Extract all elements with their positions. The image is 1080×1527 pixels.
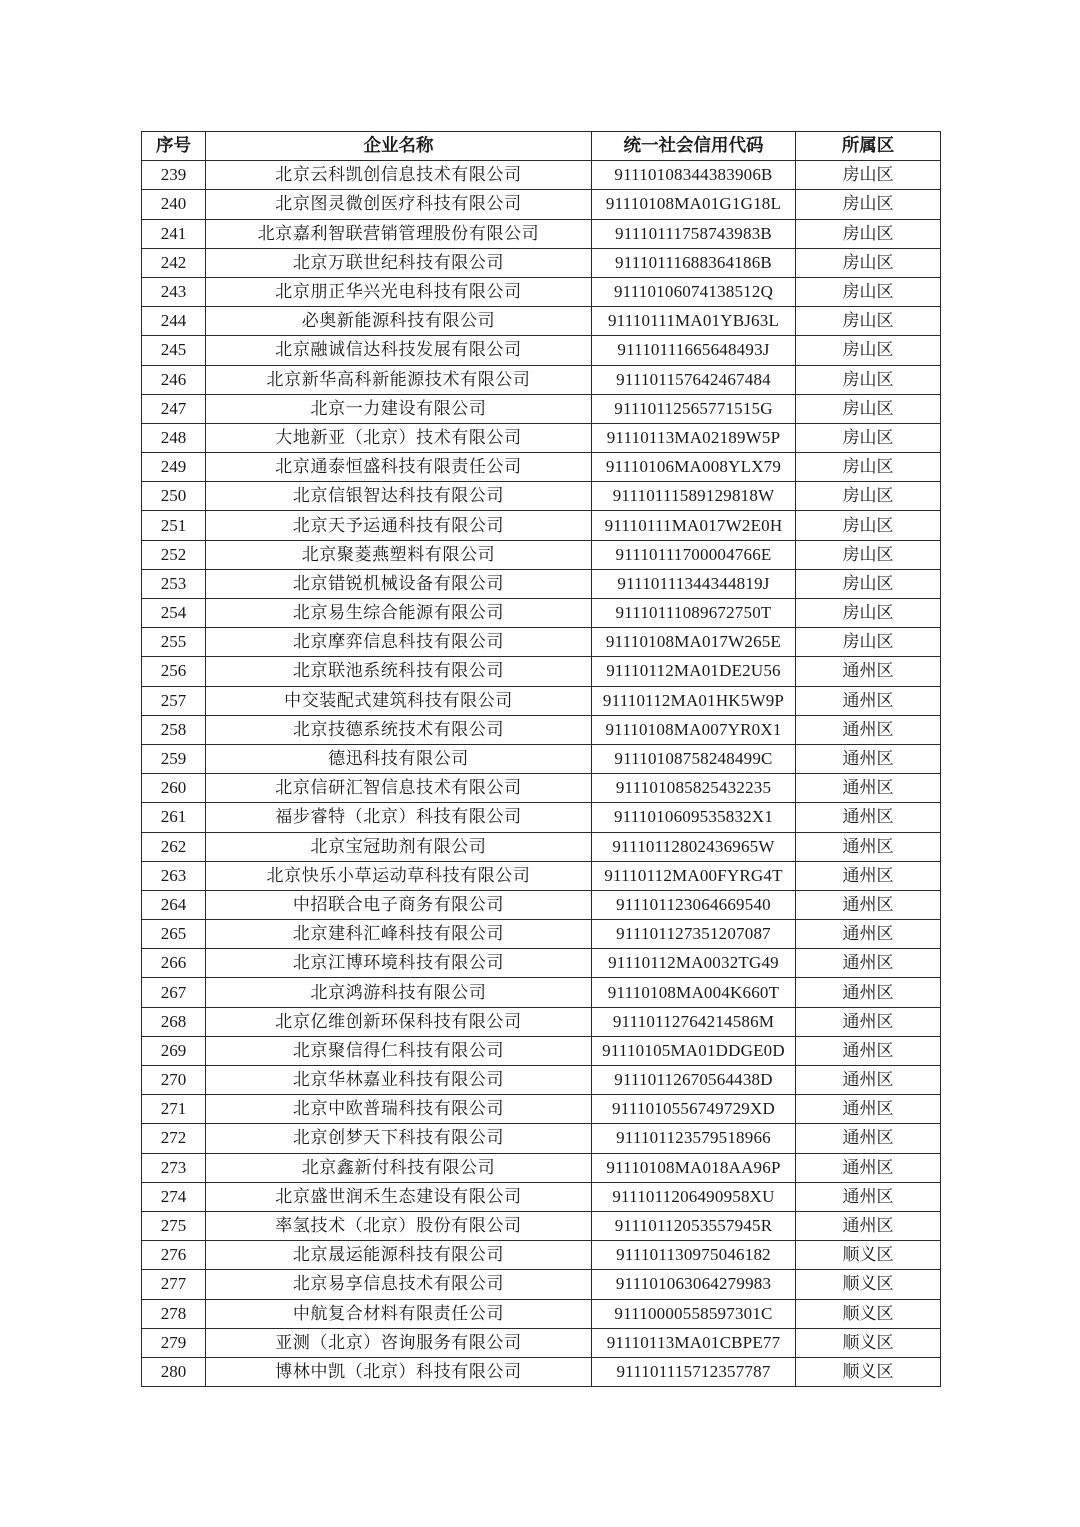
row-no-cell: 272 xyxy=(142,1124,206,1153)
table-row xyxy=(142,277,941,306)
row-name-cell: 北京信银智达科技有限公司 xyxy=(206,482,592,511)
row-name-cell: 中航复合材料有限责任公司 xyxy=(206,1299,592,1328)
row-no-cell: 275 xyxy=(142,1211,206,1240)
row-code-cell: 91110113MA02189W5P xyxy=(592,423,796,452)
row-no-cell: 255 xyxy=(142,628,206,657)
table-row xyxy=(142,861,941,890)
row-district-cell: 通州区 xyxy=(796,1095,941,1124)
row-district-cell: 通州区 xyxy=(796,1211,941,1240)
row-district-cell: 通州区 xyxy=(796,744,941,773)
row-district-cell: 房山区 xyxy=(796,277,941,306)
row-name-cell: 中交装配式建筑科技有限公司 xyxy=(206,686,592,715)
row-code-cell: 9111010556749729XD xyxy=(592,1095,796,1124)
row-no-cell: 246 xyxy=(142,365,206,394)
row-code-cell: 911101127351207087 xyxy=(592,920,796,949)
table-row xyxy=(142,365,941,394)
row-no-cell: 274 xyxy=(142,1182,206,1211)
row-name-cell: 福步睿特（北京）科技有限公司 xyxy=(206,803,592,832)
row-code-cell: 91110113MA01CBPE77 xyxy=(592,1328,796,1357)
row-district-cell: 房山区 xyxy=(796,336,941,365)
table-row xyxy=(142,1357,941,1386)
table-row xyxy=(142,1299,941,1328)
row-code-cell: 911101157642467484 xyxy=(592,365,796,394)
row-no-cell: 252 xyxy=(142,540,206,569)
table-row xyxy=(142,161,941,190)
row-code-cell: 91110112MA00FYRG4T xyxy=(592,861,796,890)
row-no-cell: 262 xyxy=(142,832,206,861)
row-district-cell: 通州区 xyxy=(796,890,941,919)
row-no-cell: 267 xyxy=(142,978,206,1007)
row-district-cell: 房山区 xyxy=(796,307,941,336)
row-code-cell: 91110111758743983B xyxy=(592,219,796,248)
row-no-cell: 245 xyxy=(142,336,206,365)
row-no-cell: 254 xyxy=(142,599,206,628)
row-district-cell: 通州区 xyxy=(796,1182,941,1211)
table-row xyxy=(142,190,941,219)
row-district-cell: 房山区 xyxy=(796,248,941,277)
row-code-cell: 91110112MA0032TG49 xyxy=(592,949,796,978)
row-no-cell: 244 xyxy=(142,307,206,336)
row-no-cell: 271 xyxy=(142,1095,206,1124)
row-name-cell: 德迅科技有限公司 xyxy=(206,744,592,773)
row-name-cell: 北京鑫新付科技有限公司 xyxy=(206,1153,592,1182)
table-header-row xyxy=(142,132,941,161)
row-district-cell: 通州区 xyxy=(796,686,941,715)
row-name-cell: 北京聚菱燕塑料有限公司 xyxy=(206,540,592,569)
row-name-cell: 北京摩弈信息科技有限公司 xyxy=(206,628,592,657)
row-name-cell: 率氢技术（北京）股份有限公司 xyxy=(206,1211,592,1240)
table-row xyxy=(142,1124,941,1153)
row-code-cell: 91110111589129818W xyxy=(592,482,796,511)
row-district-cell: 通州区 xyxy=(796,949,941,978)
row-district-cell: 通州区 xyxy=(796,832,941,861)
row-name-cell: 北京亿维创新环保科技有限公司 xyxy=(206,1007,592,1036)
row-code-cell: 91110111MA017W2E0H xyxy=(592,511,796,540)
table-row xyxy=(142,1153,941,1182)
row-name-cell: 中招联合电子商务有限公司 xyxy=(206,890,592,919)
row-district-cell: 房山区 xyxy=(796,482,941,511)
header-no: 序号 xyxy=(142,132,206,161)
row-name-cell: 北京通泰恒盛科技有限责任公司 xyxy=(206,453,592,482)
row-no-cell: 257 xyxy=(142,686,206,715)
row-name-cell: 北京易享信息技术有限公司 xyxy=(206,1270,592,1299)
row-no-cell: 268 xyxy=(142,1007,206,1036)
table-row xyxy=(142,686,941,715)
row-no-cell: 242 xyxy=(142,248,206,277)
table-row xyxy=(142,832,941,861)
row-name-cell: 北京天予运通科技有限公司 xyxy=(206,511,592,540)
row-name-cell: 北京中欧普瑞科技有限公司 xyxy=(206,1095,592,1124)
row-no-cell: 270 xyxy=(142,1066,206,1095)
row-name-cell: 北京融诚信达科技发展有限公司 xyxy=(206,336,592,365)
row-code-cell: 91110111MA01YBJ63L xyxy=(592,307,796,336)
header-district: 所属区 xyxy=(796,132,941,161)
row-no-cell: 269 xyxy=(142,1036,206,1065)
row-district-cell: 通州区 xyxy=(796,1007,941,1036)
row-code-cell: 911101130975046182 xyxy=(592,1241,796,1270)
row-district-cell: 通州区 xyxy=(796,774,941,803)
row-district-cell: 顺义区 xyxy=(796,1328,941,1357)
row-district-cell: 顺义区 xyxy=(796,1270,941,1299)
header-code: 统一社会信用代码 xyxy=(592,132,796,161)
row-code-cell: 91110112053557945R xyxy=(592,1211,796,1240)
row-name-cell: 大地新亚（北京）技术有限公司 xyxy=(206,423,592,452)
row-name-cell: 北京创梦天下科技有限公司 xyxy=(206,1124,592,1153)
row-no-cell: 259 xyxy=(142,744,206,773)
row-no-cell: 250 xyxy=(142,482,206,511)
table-row xyxy=(142,715,941,744)
row-district-cell: 房山区 xyxy=(796,511,941,540)
row-no-cell: 278 xyxy=(142,1299,206,1328)
table-row xyxy=(142,511,941,540)
row-no-cell: 264 xyxy=(142,890,206,919)
row-no-cell: 260 xyxy=(142,774,206,803)
row-district-cell: 房山区 xyxy=(796,599,941,628)
table-row xyxy=(142,1095,941,1124)
row-code-cell: 91110111688364186B xyxy=(592,248,796,277)
row-no-cell: 279 xyxy=(142,1328,206,1357)
row-code-cell: 911101063064279983 xyxy=(592,1270,796,1299)
row-district-cell: 通州区 xyxy=(796,715,941,744)
row-name-cell: 北京信研汇智信息技术有限公司 xyxy=(206,774,592,803)
row-no-cell: 276 xyxy=(142,1241,206,1270)
table-row xyxy=(142,1270,941,1299)
enterprise-table xyxy=(141,131,941,1387)
row-code-cell: 91110111089672750T xyxy=(592,599,796,628)
row-district-cell: 通州区 xyxy=(796,1066,941,1095)
row-code-cell: 91110108MA004K660T xyxy=(592,978,796,1007)
table-body xyxy=(142,161,941,1387)
row-code-cell: 91110000558597301C xyxy=(592,1299,796,1328)
table-row xyxy=(142,1007,941,1036)
row-no-cell: 280 xyxy=(142,1357,206,1386)
table-row xyxy=(142,657,941,686)
table-row xyxy=(142,978,941,1007)
table-row xyxy=(142,569,941,598)
table-row xyxy=(142,1241,941,1270)
table-row xyxy=(142,219,941,248)
row-district-cell: 房山区 xyxy=(796,540,941,569)
row-district-cell: 房山区 xyxy=(796,628,941,657)
row-district-cell: 通州区 xyxy=(796,657,941,686)
row-name-cell: 北京联池系统科技有限公司 xyxy=(206,657,592,686)
row-district-cell: 顺义区 xyxy=(796,1241,941,1270)
table-row xyxy=(142,803,941,832)
header-name: 企业名称 xyxy=(206,132,592,161)
table-row xyxy=(142,1036,941,1065)
row-name-cell: 北京万联世纪科技有限公司 xyxy=(206,248,592,277)
row-code-cell: 91110112670564438D xyxy=(592,1066,796,1095)
table-row xyxy=(142,920,941,949)
row-district-cell: 房山区 xyxy=(796,394,941,423)
row-no-cell: 241 xyxy=(142,219,206,248)
row-name-cell: 北京新华高科新能源技术有限公司 xyxy=(206,365,592,394)
row-district-cell: 通州区 xyxy=(796,978,941,1007)
row-name-cell: 北京聚信得仁科技有限公司 xyxy=(206,1036,592,1065)
row-code-cell: 91110106MA008YLX79 xyxy=(592,453,796,482)
row-name-cell: 博林中凯（北京）科技有限公司 xyxy=(206,1357,592,1386)
row-district-cell: 顺义区 xyxy=(796,1357,941,1386)
row-name-cell: 北京鸿游科技有限公司 xyxy=(206,978,592,1007)
row-code-cell: 91110111344344819J xyxy=(592,569,796,598)
table-row xyxy=(142,628,941,657)
row-name-cell: 北京图灵微创医疗科技有限公司 xyxy=(206,190,592,219)
row-name-cell: 北京易生综合能源有限公司 xyxy=(206,599,592,628)
table-row xyxy=(142,1066,941,1095)
row-name-cell: 北京错锐机械设备有限公司 xyxy=(206,569,592,598)
row-code-cell: 91110108MA007YR0X1 xyxy=(592,715,796,744)
row-no-cell: 251 xyxy=(142,511,206,540)
row-district-cell: 通州区 xyxy=(796,1036,941,1065)
row-district-cell: 房山区 xyxy=(796,453,941,482)
table-row xyxy=(142,423,941,452)
row-name-cell: 必奥新能源科技有限公司 xyxy=(206,307,592,336)
row-code-cell: 91110105MA01DDGE0D xyxy=(592,1036,796,1065)
row-district-cell: 房山区 xyxy=(796,423,941,452)
row-district-cell: 通州区 xyxy=(796,1124,941,1153)
row-name-cell: 北京江博环境科技有限公司 xyxy=(206,949,592,978)
table-row xyxy=(142,540,941,569)
row-code-cell: 91110108344383906B xyxy=(592,161,796,190)
row-no-cell: 239 xyxy=(142,161,206,190)
row-name-cell: 北京技德系统技术有限公司 xyxy=(206,715,592,744)
row-district-cell: 房山区 xyxy=(796,569,941,598)
row-code-cell: 9111010609535832X1 xyxy=(592,803,796,832)
row-code-cell: 91110112MA01HK5W9P xyxy=(592,686,796,715)
row-code-cell: 91110106074138512Q xyxy=(592,277,796,306)
row-code-cell: 91110108MA018AA96P xyxy=(592,1153,796,1182)
row-no-cell: 249 xyxy=(142,453,206,482)
row-no-cell: 248 xyxy=(142,423,206,452)
row-name-cell: 北京宝冠助剂有限公司 xyxy=(206,832,592,861)
table-row xyxy=(142,482,941,511)
row-no-cell: 261 xyxy=(142,803,206,832)
row-name-cell: 北京建科汇峰科技有限公司 xyxy=(206,920,592,949)
table-row xyxy=(142,949,941,978)
row-no-cell: 277 xyxy=(142,1270,206,1299)
row-district-cell: 房山区 xyxy=(796,219,941,248)
row-name-cell: 北京晟运能源科技有限公司 xyxy=(206,1241,592,1270)
row-code-cell: 91110108758248499C xyxy=(592,744,796,773)
row-name-cell: 北京一力建设有限公司 xyxy=(206,394,592,423)
table-row xyxy=(142,890,941,919)
row-district-cell: 通州区 xyxy=(796,803,941,832)
row-name-cell: 北京云科凯创信息技术有限公司 xyxy=(206,161,592,190)
row-code-cell: 91110112764214586M xyxy=(592,1007,796,1036)
row-code-cell: 91110111665648493J xyxy=(592,336,796,365)
table-row xyxy=(142,336,941,365)
table-row xyxy=(142,1211,941,1240)
row-no-cell: 256 xyxy=(142,657,206,686)
table-row xyxy=(142,394,941,423)
row-name-cell: 北京快乐小草运动草科技有限公司 xyxy=(206,861,592,890)
row-no-cell: 263 xyxy=(142,861,206,890)
row-district-cell: 房山区 xyxy=(796,365,941,394)
row-code-cell: 91110112MA01DE2U56 xyxy=(592,657,796,686)
row-no-cell: 273 xyxy=(142,1153,206,1182)
row-code-cell: 91110112565771515G xyxy=(592,394,796,423)
table-row xyxy=(142,307,941,336)
table-row xyxy=(142,1182,941,1211)
table-row xyxy=(142,774,941,803)
row-district-cell: 通州区 xyxy=(796,1153,941,1182)
row-district-cell: 通州区 xyxy=(796,861,941,890)
table-row xyxy=(142,453,941,482)
row-code-cell: 91110108MA01G1G18L xyxy=(592,190,796,219)
row-no-cell: 258 xyxy=(142,715,206,744)
table-row xyxy=(142,744,941,773)
row-no-cell: 247 xyxy=(142,394,206,423)
row-district-cell: 房山区 xyxy=(796,161,941,190)
row-no-cell: 266 xyxy=(142,949,206,978)
row-no-cell: 240 xyxy=(142,190,206,219)
row-code-cell: 911101123064669540 xyxy=(592,890,796,919)
row-district-cell: 房山区 xyxy=(796,190,941,219)
row-code-cell: 91110112802436965W xyxy=(592,832,796,861)
row-name-cell: 亚测（北京）咨询服务有限公司 xyxy=(206,1328,592,1357)
table-row xyxy=(142,1328,941,1357)
row-code-cell: 91110111700004766E xyxy=(592,540,796,569)
row-name-cell: 北京盛世润禾生态建设有限公司 xyxy=(206,1182,592,1211)
row-name-cell: 北京嘉利智联营销管理股份有限公司 xyxy=(206,219,592,248)
row-district-cell: 顺义区 xyxy=(796,1299,941,1328)
row-no-cell: 243 xyxy=(142,277,206,306)
row-code-cell: 911101085825432235 xyxy=(592,774,796,803)
row-district-cell: 通州区 xyxy=(796,920,941,949)
row-code-cell: 911101115712357787 xyxy=(592,1357,796,1386)
row-code-cell: 91110108MA017W265E xyxy=(592,628,796,657)
row-name-cell: 北京朋正华兴光电科技有限公司 xyxy=(206,277,592,306)
row-name-cell: 北京华林嘉业科技有限公司 xyxy=(206,1066,592,1095)
table-row xyxy=(142,248,941,277)
row-code-cell: 911101123579518966 xyxy=(592,1124,796,1153)
row-no-cell: 265 xyxy=(142,920,206,949)
row-code-cell: 9111011206490958XU xyxy=(592,1182,796,1211)
table-row xyxy=(142,599,941,628)
row-no-cell: 253 xyxy=(142,569,206,598)
